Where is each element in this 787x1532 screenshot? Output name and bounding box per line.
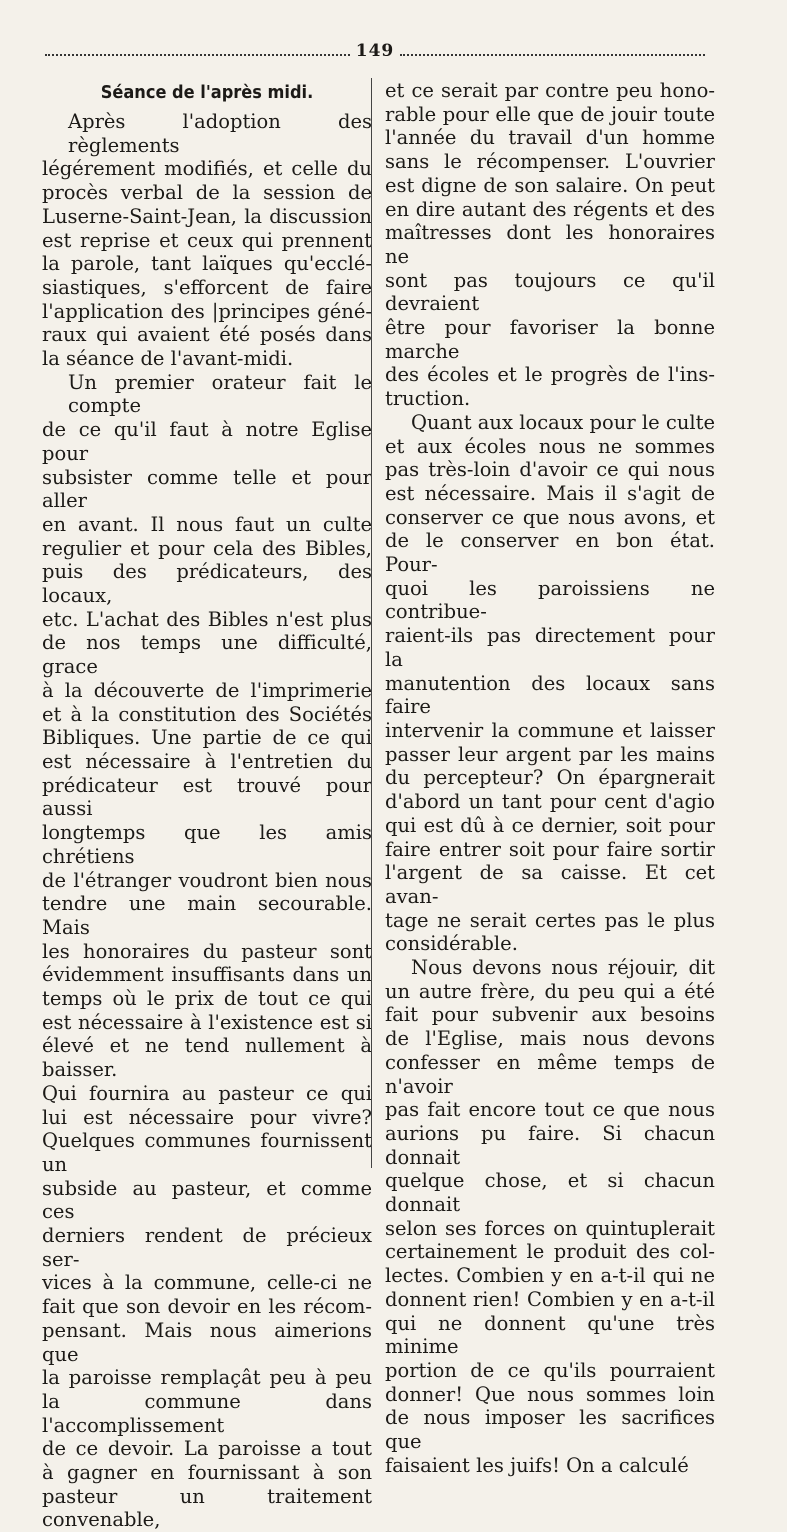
text-line: prédicateur est trouvé pour aussi bbox=[42, 773, 372, 821]
text-line: rable pour elle que de jouir toute bbox=[385, 102, 715, 126]
text-line: faisaient les juifs! On a calculé bbox=[385, 1453, 689, 1477]
text-line: des écoles et le progrès de l'ins- bbox=[385, 363, 715, 387]
text-line: la séance de l'avant-midi. bbox=[42, 347, 294, 371]
text-line: faire entrer soit pour faire sortir bbox=[385, 837, 715, 861]
paragraph bbox=[385, 79, 715, 411]
text-line: à gagner en fournissant à son bbox=[42, 1461, 372, 1485]
text-line: la paroisse remplaçât peu à peu bbox=[42, 1366, 372, 1390]
header-rule-right bbox=[400, 54, 705, 56]
text-line: maîtresses dont les honoraires ne bbox=[385, 221, 715, 268]
text-line: l'argent de sa caisse. Et cet avan- bbox=[385, 861, 715, 908]
text-line: fait que son devoir en les récom- bbox=[42, 1295, 372, 1319]
text-line: les honoraires du pasteur sont bbox=[42, 939, 372, 963]
text-line: conserver ce que nous avons, et bbox=[385, 505, 715, 529]
text-line: selon ses forces on quintuplerait bbox=[385, 1216, 715, 1240]
text-line: raux qui avaient été posés dans bbox=[42, 323, 372, 347]
page-header bbox=[45, 41, 705, 65]
text-line: intervenir la commune et laisser bbox=[385, 718, 715, 742]
text-line: et ce serait par contre peu hono- bbox=[385, 79, 715, 102]
text-line: évidemment insuffisants dans un bbox=[42, 963, 372, 987]
text-line: de ce qu'il faut à notre Eglise pour bbox=[42, 418, 372, 465]
paragraph bbox=[42, 110, 372, 371]
text-line: pasteur un traitement convenable, bbox=[42, 1484, 372, 1532]
text-line: la parole, tant laïques qu'ecclé- bbox=[42, 252, 372, 276]
page-number: 149 bbox=[355, 41, 395, 61]
text-line: lui est nécessaire pour vivre? bbox=[42, 1105, 372, 1129]
text-line: à la découverte de l'imprimerie bbox=[42, 678, 372, 702]
text-line: de ce devoir. La paroisse a tout bbox=[42, 1437, 372, 1461]
text-line: de l'Eglise, mais nous devons bbox=[385, 1027, 715, 1051]
text-line: qui ne donnent qu'une très minime bbox=[385, 1311, 715, 1359]
text-line: Quant aux locaux pour le culte bbox=[411, 410, 715, 434]
text-line: la commune dans l'accomplissement bbox=[42, 1389, 372, 1437]
text-line: raient-ils pas directement pour la bbox=[385, 624, 715, 671]
text-line: lectes. Combien y en a-t-il qui ne bbox=[385, 1264, 715, 1288]
text-line: derniers rendent de précieux ser- bbox=[42, 1224, 372, 1271]
text-line: être pour favoriser la bonne marche bbox=[385, 316, 715, 363]
text-line: manutention des locaux sans faire bbox=[385, 671, 715, 719]
text-line: pensant. Mais nous aimerions que bbox=[42, 1318, 372, 1366]
text-line: l'application des |principes géné- bbox=[42, 299, 372, 323]
text-line: un autre frère, du peu qui a été bbox=[385, 979, 715, 1003]
text-line: d'abord un tant pour cent d'agio bbox=[385, 790, 715, 814]
text-line: est nécessaire à l'entretien du bbox=[42, 749, 372, 773]
text-line: sans le récompenser. L'ouvrier bbox=[385, 150, 715, 174]
text-line: est digne de son salaire. On peut bbox=[385, 173, 715, 197]
text-line: longtemps que les amis chrétiens bbox=[42, 821, 372, 868]
text-line: certainement le produit des col- bbox=[385, 1240, 715, 1264]
left-column bbox=[42, 78, 372, 1532]
text-line: passer leur argent par les mains bbox=[385, 742, 715, 766]
text-line: Après l'adoption des règlements bbox=[68, 110, 372, 157]
text-line: fait pour subvenir aux besoins bbox=[385, 1003, 715, 1027]
text-line: de le conserver en bon état. Pour- bbox=[385, 529, 715, 577]
right-column bbox=[385, 79, 715, 1477]
text-line: tendre une main secourable. Mais bbox=[42, 892, 372, 939]
text-line: sont pas toujours ce qu'il devraient bbox=[385, 268, 715, 316]
column-divider bbox=[371, 78, 372, 1168]
text-line: procès verbal de la session de bbox=[42, 181, 372, 205]
text-line: subside au pasteur, et comme ces bbox=[42, 1176, 372, 1224]
text-line: l'année du travail d'un homme bbox=[385, 126, 715, 150]
text-line: truction. bbox=[385, 387, 471, 411]
text-line: pas très-loin d'avoir ce qui nous bbox=[385, 458, 715, 482]
text-line: est nécessaire. Mais il s'agit de bbox=[385, 481, 715, 505]
text-line: quoi les paroissiens ne contribue- bbox=[385, 576, 715, 624]
text-line: Bibliques. Une partie de ce qui bbox=[42, 726, 372, 750]
text-line: considérable. bbox=[385, 932, 518, 956]
text-line: pas fait encore tout ce que nous bbox=[385, 1098, 715, 1122]
text-line: est nécessaire à l'existence est si bbox=[42, 1010, 372, 1034]
text-line: etc. L'achat des Bibles n'est plus bbox=[42, 607, 372, 631]
text-line: Un premier orateur fait le compte bbox=[68, 370, 372, 418]
text-line: en avant. Il nous faut un culte bbox=[42, 512, 372, 536]
text-line: de nous imposer les sacrifices que bbox=[385, 1406, 715, 1454]
text-line: regulier et pour cela des Bibles, bbox=[42, 536, 372, 560]
text-line: tage ne serait certes pas le plus bbox=[385, 908, 715, 932]
header-rule-left bbox=[45, 54, 350, 56]
text-line: en dire autant des régents et des bbox=[385, 197, 715, 221]
text-line: portion de ce qu'ils pourraient bbox=[385, 1358, 715, 1382]
text-line: légérement modifiés, et celle du bbox=[42, 157, 372, 181]
text-line: de nos temps une difficulté, grace bbox=[42, 631, 372, 679]
text-line: donnent rien! Combien y en a-t-il bbox=[385, 1287, 715, 1311]
text-line: Nous devons nous réjouir, dit bbox=[411, 956, 715, 980]
text-line: donner! Que nous sommes loin bbox=[385, 1382, 715, 1406]
text-line: confesser en même temps de n'avoir bbox=[385, 1050, 715, 1098]
text-line: élevé et ne tend nullement à baisser. bbox=[42, 1034, 372, 1082]
text-line: et aux écoles nous ne sommes bbox=[385, 434, 715, 458]
section-title: Séance de l'après midi. bbox=[100, 82, 314, 103]
text-line: temps où le prix de tout ce qui bbox=[42, 987, 372, 1011]
text-line: de l'étranger voudront bien nous bbox=[42, 868, 372, 892]
paragraph bbox=[42, 371, 372, 1532]
text-line: vices à la commune, celle-ci ne bbox=[42, 1271, 372, 1295]
text-line: subsister comme telle et pour aller bbox=[42, 465, 372, 513]
text-line: aurions pu faire. Si chacun donnait bbox=[385, 1121, 715, 1169]
text-line: du percepteur? On épargnerait bbox=[385, 766, 715, 790]
text-line: siastiques, s'efforcent de faire bbox=[42, 275, 372, 299]
text-line: qui est dû à ce dernier, soit pour bbox=[385, 813, 715, 837]
text-line: Quelques communes fournissent un bbox=[42, 1129, 372, 1176]
text-line: quelque chose, et si chacun donnait bbox=[385, 1169, 715, 1217]
text-line: et à la constitution des Sociétés bbox=[42, 702, 372, 726]
text-line: puis des prédicateurs, des locaux, bbox=[42, 560, 372, 608]
paragraph bbox=[385, 411, 715, 956]
text-line: Qui fournira au pasteur ce qui bbox=[42, 1081, 372, 1105]
text-line: est reprise et ceux qui prennent bbox=[42, 228, 372, 252]
text-line: Luserne-Saint-Jean, la discussion bbox=[42, 204, 372, 228]
